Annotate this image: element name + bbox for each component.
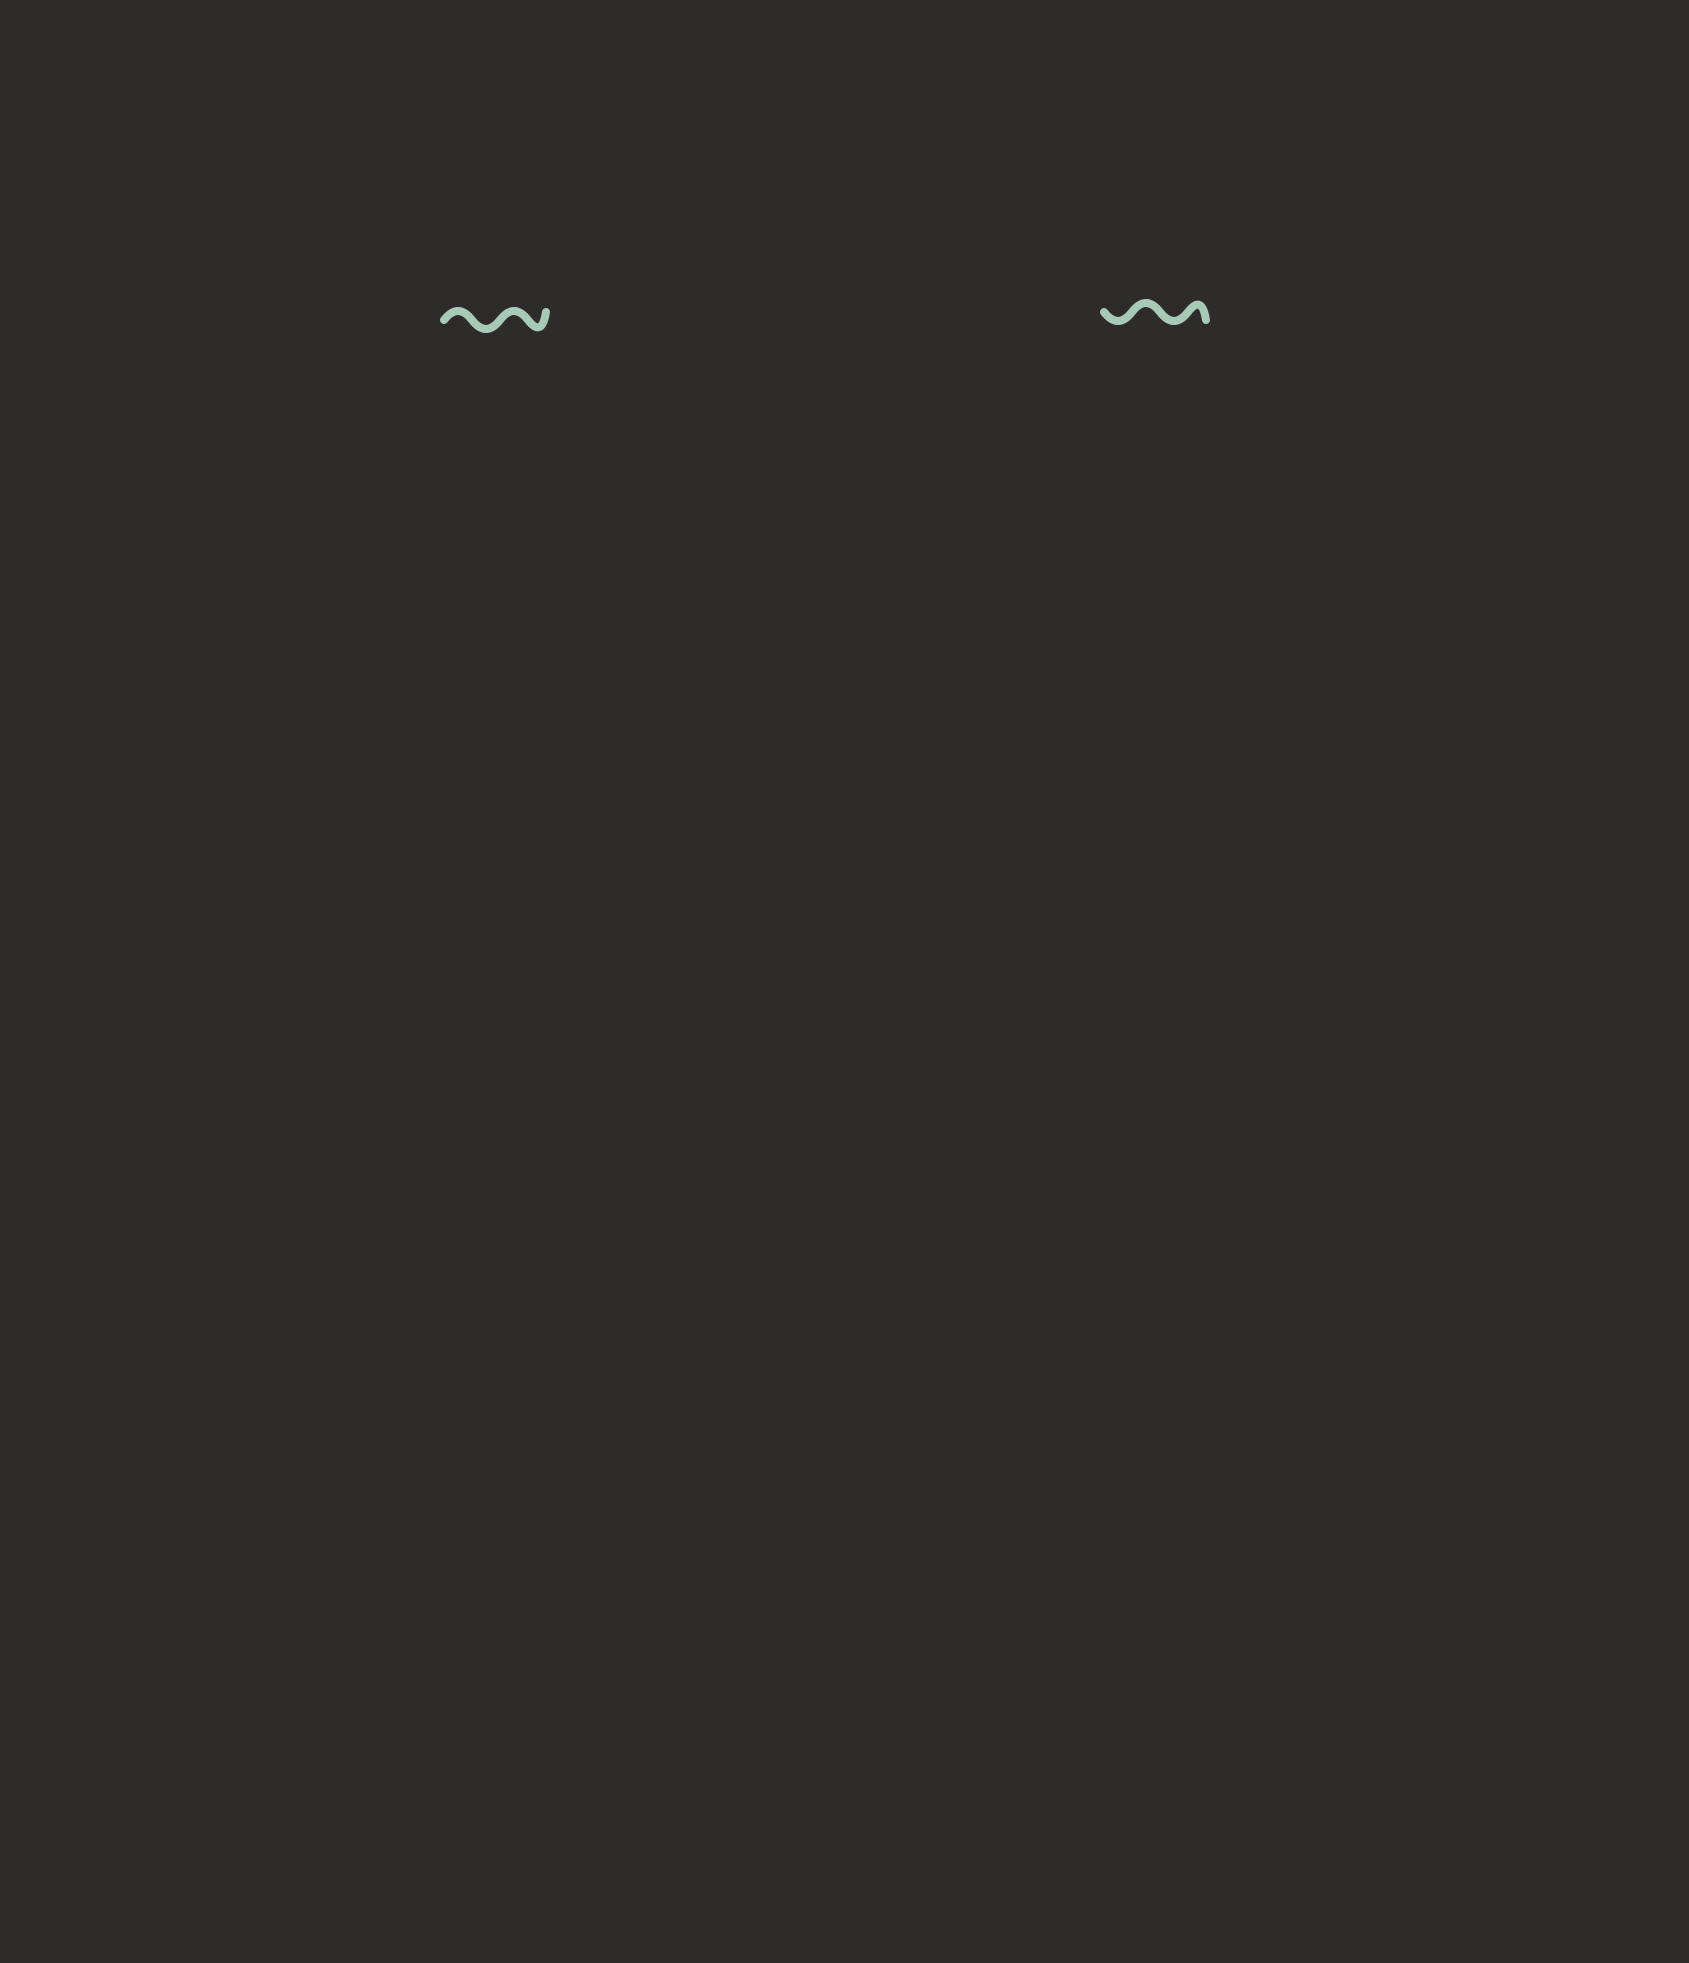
left-squiggle-ornament: [440, 298, 550, 338]
right-squiggle-ornament: [1100, 298, 1210, 338]
